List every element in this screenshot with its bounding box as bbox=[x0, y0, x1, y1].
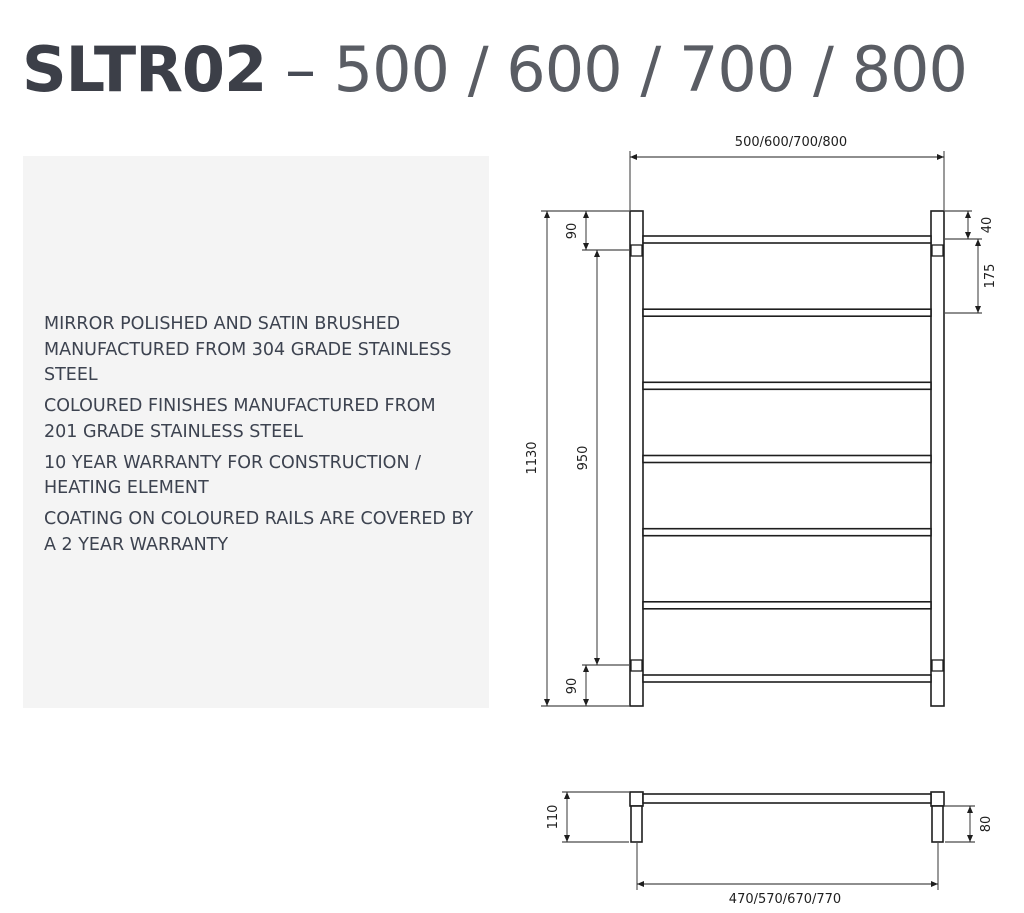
right-post bbox=[931, 211, 944, 706]
rail-3 bbox=[643, 382, 931, 389]
feature-item: COLOURED FINISHES MANUFACTURED FROM 201 GRADE STAINLESS STEEL bbox=[44, 396, 436, 442]
top-view bbox=[630, 792, 944, 842]
top-view-right-leg bbox=[932, 806, 943, 842]
front-view-dimensions bbox=[541, 151, 982, 706]
top-view-labels bbox=[546, 805, 994, 907]
label-rail-depth: 80 bbox=[979, 815, 994, 833]
feature-item: 10 YEAR WARRANTY FOR CONSTRUCTION / HEATING ELEMENT bbox=[44, 452, 422, 498]
label-rail-width: 470/570/670/770 bbox=[728, 892, 842, 907]
top-view-left-leg bbox=[631, 806, 642, 842]
label-overall-height: 1130 bbox=[525, 441, 540, 475]
label-top-rail-offset: 40 bbox=[980, 216, 995, 234]
rail-2 bbox=[643, 309, 931, 316]
front-view bbox=[630, 211, 944, 706]
label-depth: 110 bbox=[546, 804, 561, 830]
label-rail-pitch: 175 bbox=[983, 263, 998, 289]
rail-6 bbox=[643, 602, 931, 609]
top-view-right-cap bbox=[931, 792, 944, 806]
model-code: SLTR02 bbox=[22, 33, 267, 106]
feature-item: MIRROR POLISHED AND SATIN BRUSHED MANUFACTURED FROM 304 GRADE STAINLESS STEEL bbox=[44, 314, 452, 385]
model-sizes: 500 / 600 / 700 / 800 bbox=[333, 33, 967, 106]
label-overall-width: 500/600/700/800 bbox=[734, 135, 848, 150]
rail-7 bbox=[643, 675, 931, 682]
rail-1 bbox=[643, 236, 931, 243]
label-top-offset: 90 bbox=[565, 222, 580, 240]
rail-4 bbox=[643, 456, 931, 463]
top-view-dimensions bbox=[562, 792, 975, 890]
label-bracket-spacing: 950 bbox=[576, 445, 591, 471]
label-bottom-offset: 90 bbox=[565, 677, 580, 695]
top-view-rail bbox=[643, 794, 931, 803]
feature-item: COATING ON COLOURED RAILS ARE COVERED BY A 2 YEAR WARRANTY bbox=[44, 509, 474, 555]
title-separator: – bbox=[284, 33, 315, 106]
rails bbox=[643, 236, 931, 682]
left-post bbox=[630, 211, 643, 706]
top-view-left-cap bbox=[630, 792, 643, 806]
rail-5 bbox=[643, 529, 931, 536]
front-view-labels bbox=[525, 135, 998, 694]
